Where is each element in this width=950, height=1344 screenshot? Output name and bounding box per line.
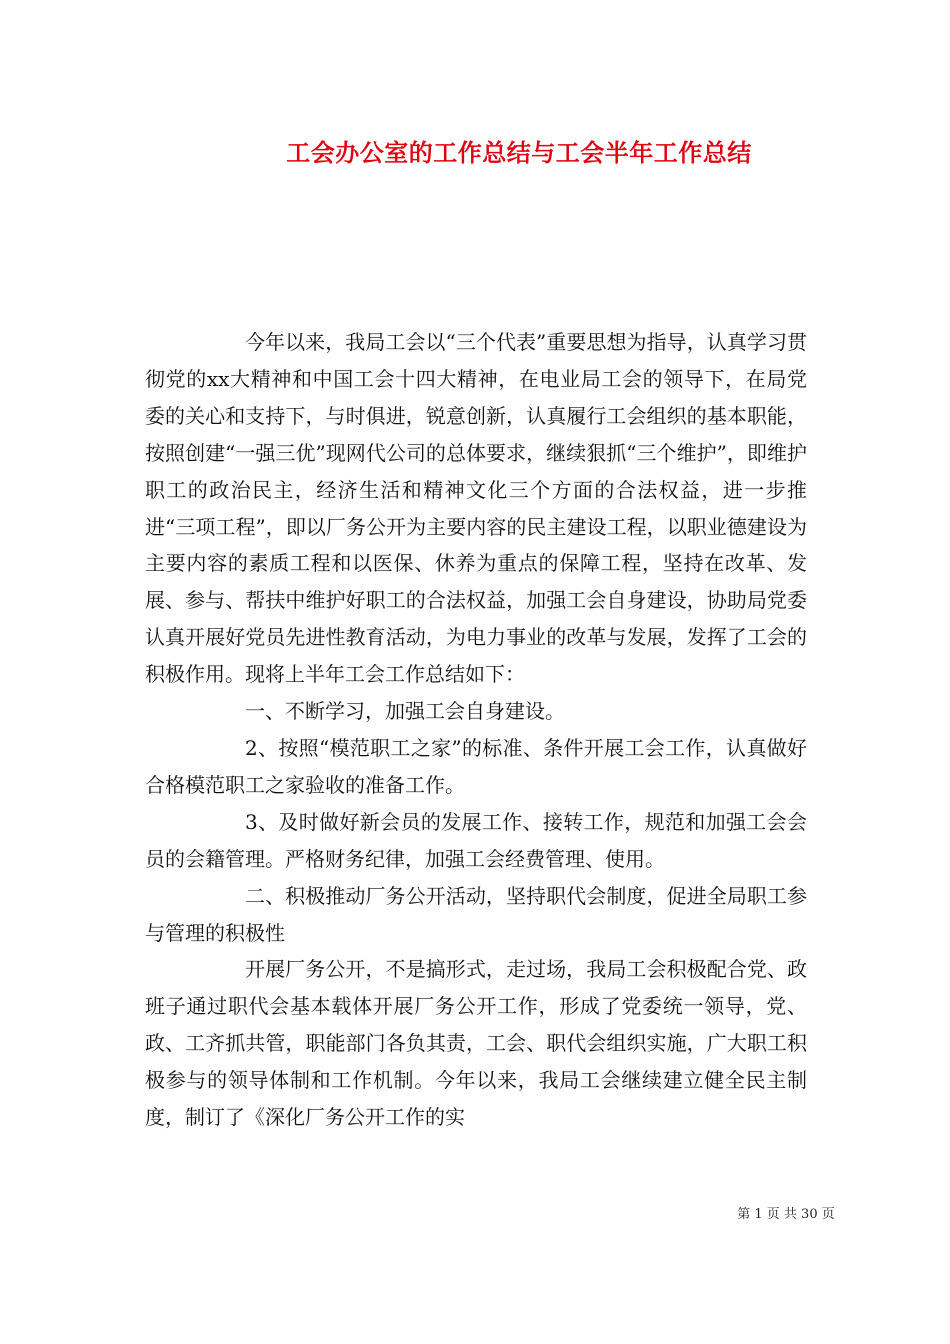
paragraph-item-2: 2、按照“模范职工之家”的标准、条件开展工会工作，认真做好合格模范职工之家验收的准备工作。: [145, 735, 807, 797]
paragraph-section-2-heading: 二、积极推动厂务公开活动，坚持职代会制度，促进全局职工参与管理的积极性: [145, 883, 807, 945]
paragraph-section-2-body: 开展厂务公开，不是搞形式，走过场，我局工会积极配合党、政班子通过职代会基本载体开展厂务公开工作，形成了党委统一领导，党、政、工齐抓共管，职能部门各负其责，工会、职代会组织实施，广大职工积极参与的领导体制和工作机制。今年以来，我局工会继续建立健全民主制度，制订了《深化厂务公开工作的实: [145, 957, 807, 1130]
document-title: 工会办公室的工作总结与工会半年工作总结: [286, 138, 752, 167]
page-number-footer: 第 1 页 共 30 页: [737, 1207, 835, 1222]
document-body: [145, 324, 807, 1136]
paragraph-item-3: 3、及时做好新会员的发展工作、接转工作，规范和加强工会会员的会籍管理。严格财务纪律，加强工会经费管理、使用。: [145, 809, 807, 871]
paragraph-intro: 今年以来，我局工会以“三个代表”重要思想为指导，认真学习贯彻党的xx大精神和中国工会十四大精神，在电业局工会的领导下，在局党委的关心和支持下，与时俱进，锐意创新，认真履行工会组织的基本职能，按照创建“一强三优”现网代公司的总体要求，继续狠抓“三个维护”，即维护职工的政治民主，经济生活和精神文化三个方面的合法权益，进一步推进“三项工程”，即以厂务公开为主要内容的民主建设工程，以职业德建设为主要内容的素质工程和以医保、休养为重点的保障工程，坚持在改革、发展、参与、帮扶中维护好职工的合法权益，加强工会自身建设，协助局党委认真开展好党员先进性教育活动，为电力事业的改革与发展，发挥了工会的积极作用。现将上半年工会工作总结如下：: [145, 330, 807, 687]
paragraph-section-1-heading: 一、不断学习，加强工会自身建设。: [245, 699, 565, 724]
